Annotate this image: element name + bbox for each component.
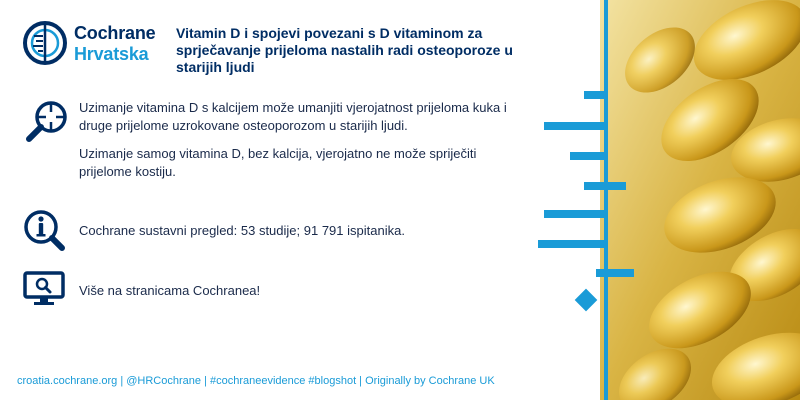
page-title: Vitamin D i spojevi povezani s D vitaminom za sprječavanje prijeloma nastalih radi osteoporoze u starijih ljudi bbox=[176, 25, 513, 75]
footer-links: croatia.cochrane.org | @HRCochrane | #cochraneevidence #blogshot | Originally by Cochrane UK bbox=[17, 375, 495, 387]
finding-paragraph-2: Uzimanje samog vitamina D, bez kalcija, vjerojatno ne može spriječiti prijelome kostiju. bbox=[79, 146, 477, 179]
logo-text-hrvatska: Hrvatska bbox=[74, 44, 149, 64]
info-magnifier-icon bbox=[22, 208, 66, 252]
more-info-link[interactable]: Više na stranicama Cochranea! bbox=[79, 283, 261, 298]
cochrane-logo bbox=[22, 20, 182, 66]
cochrane-logo-icon bbox=[22, 20, 68, 66]
forest-plot-graphic bbox=[520, 0, 640, 400]
target-magnifier-icon bbox=[24, 98, 70, 144]
review-summary: Cochrane sustavni pregled: 53 studije; 91 791 ispitanika. bbox=[79, 223, 405, 238]
logo-text-cochrane: Cochrane bbox=[74, 23, 156, 43]
monitor-search-icon bbox=[23, 271, 65, 307]
finding-paragraph-1: Uzimanje vitamina D s kalcijem može umanjiti vjerojatnost prijeloma kuka i druge prijelome uzrokovane osteoporozom u starijih ljudi. bbox=[79, 100, 507, 133]
